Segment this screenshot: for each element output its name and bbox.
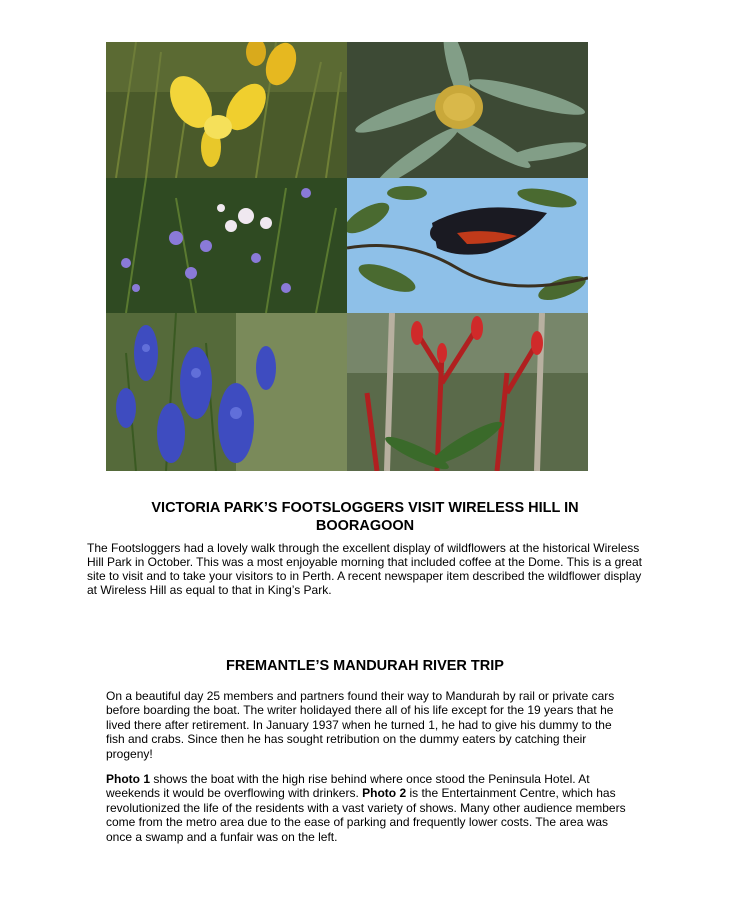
article1-title-line1: VICTORIA PARK’S FOOTSLOGGERS VISIT WIRELESS HILL IN	[151, 500, 579, 516]
photo-kangaroo-paw	[347, 313, 588, 471]
photo-banksia	[347, 42, 588, 178]
article1-title	[100, 499, 630, 535]
photo-blue-lilies	[106, 313, 347, 471]
photo2-caption: is the Entertainment Centre, which has revolutionized the life of the residents with a vast variety of shows. Many other audience members come from the metro area due to the ease of parking and frequently lower costs. The area was once a swamp and a funfair was on the left.	[106, 786, 626, 844]
photo-cockatoo	[347, 178, 588, 313]
photo1-caption: shows the boat with the high rise behind where once stood the Peninsula Hotel. At weekends it would be overflowing with drinkers.	[106, 772, 590, 801]
article1-title-line2: BOORAGOON	[315, 518, 415, 534]
article2-title: FREMANTLE’S MANDURAH RIVER TRIP	[226, 658, 504, 674]
photo2-label: Photo 2	[362, 786, 407, 801]
photo-blue-wildflowers	[106, 178, 347, 313]
article2-para2	[106, 772, 626, 844]
photo-yellow-orchid	[106, 42, 347, 178]
article1-body: The Footsloggers had a lovely walk through the excellent display of wildflowers at the historical Wireless Hill Park in October. This was a most enjoyable morning that included coffee at the Dome. This is a great site to visit and to take your visitors to in Perth. A recent newspaper item described the wildflower display at Wireless Hill as equal to that in King’s Park.	[87, 541, 642, 597]
photo1-label: Photo 1	[106, 772, 150, 786]
photo-collage	[106, 42, 588, 471]
article2-para1: On a beautiful day 25 members and partners found their way to Mandurah by rail or private cars before boarding the boat. The writer holidayed there all of his life except for the 19 years that he lived there after retirement. In January 1937 when he turned 1, he had to give his dummy to the fish and crabs. Since then he has sought retribution on the dummy eaters by catching their progeny!	[106, 689, 615, 761]
